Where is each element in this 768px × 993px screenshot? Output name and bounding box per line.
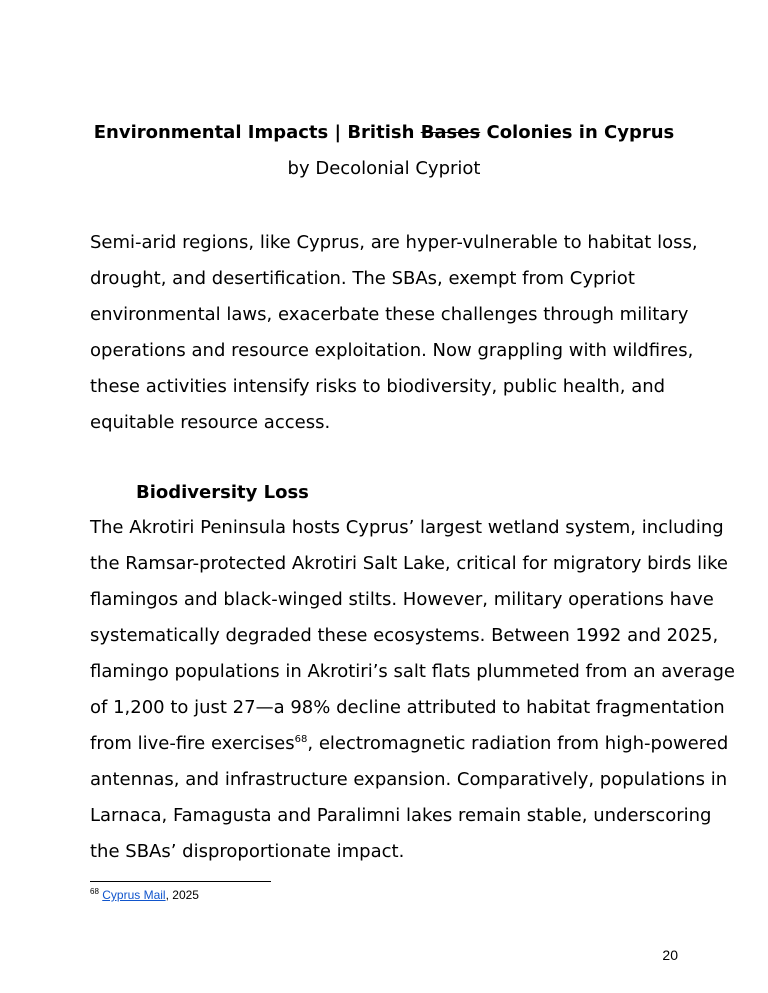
paragraph-line: antennas, and infrastructure expansion. Comparatively, populations in [90, 769, 728, 790]
paragraph-line: these activities intensify risks to biodiversity, public health, and [90, 376, 666, 397]
page-number: 20 [662, 947, 678, 963]
intro-paragraph [90, 225, 698, 441]
paragraph-line: flamingo populations in Akrotiri’s salt flats plummeted from an average [90, 661, 735, 682]
footnote-separator [90, 881, 271, 882]
paragraph-line: equitable resource access. [90, 412, 331, 433]
footnote-trailing: , 2025 [165, 888, 199, 902]
paragraph-line: systematically degraded these ecosystems. Between 1992 and 2025, [90, 625, 719, 646]
title-struck-word: Bases [420, 122, 481, 143]
line-text-after: , electromagnetic radiation from high-powered [307, 733, 729, 754]
paragraph-line: Larnaca, Famagusta and Paralimni lakes remain stable, underscoring [90, 805, 712, 826]
paragraph-line: operations and resource exploitation. Now grappling with wildfires, [90, 340, 694, 361]
paragraph-line: flamingos and black-winged stilts. However, military operations have [90, 589, 714, 610]
footnote-reference[interactable]: 68 [294, 734, 308, 745]
line-text-before: from live-fire exercises [90, 733, 295, 754]
footnote-number: 68 [90, 887, 99, 896]
title-prefix: Environmental Impacts | British [93, 122, 415, 143]
paragraph-line-with-footnote [90, 726, 729, 762]
paragraph-line: the SBAs’ disproportionate impact. [90, 841, 405, 862]
title-suffix: Colonies in Cyprus [486, 122, 675, 143]
section-heading: Biodiversity Loss [136, 482, 309, 503]
paragraph-line: the Ramsar-protected Akrotiri Salt Lake, critical for migratory birds like [90, 553, 728, 574]
biodiversity-paragraph [90, 510, 735, 870]
byline: by Decolonial Cypriot [287, 158, 481, 179]
footnote [90, 886, 199, 904]
paragraph-line: The Akrotiri Peninsula hosts Cyprus’ largest wetland system, including [90, 517, 724, 538]
paragraph-line: environmental laws, exacerbate these challenges through military [90, 304, 689, 325]
footnote-source-link[interactable]: Cyprus Mail [102, 888, 166, 902]
paragraph-line: Semi-arid regions, like Cyprus, are hyper-vulnerable to habitat loss, [90, 232, 698, 253]
paragraph-line: of 1,200 to just 27—a 98% decline attributed to habitat fragmentation [90, 697, 725, 718]
paragraph-line: drought, and desertification. The SBAs, exempt from Cypriot [90, 268, 635, 289]
document-title [0, 120, 768, 146]
